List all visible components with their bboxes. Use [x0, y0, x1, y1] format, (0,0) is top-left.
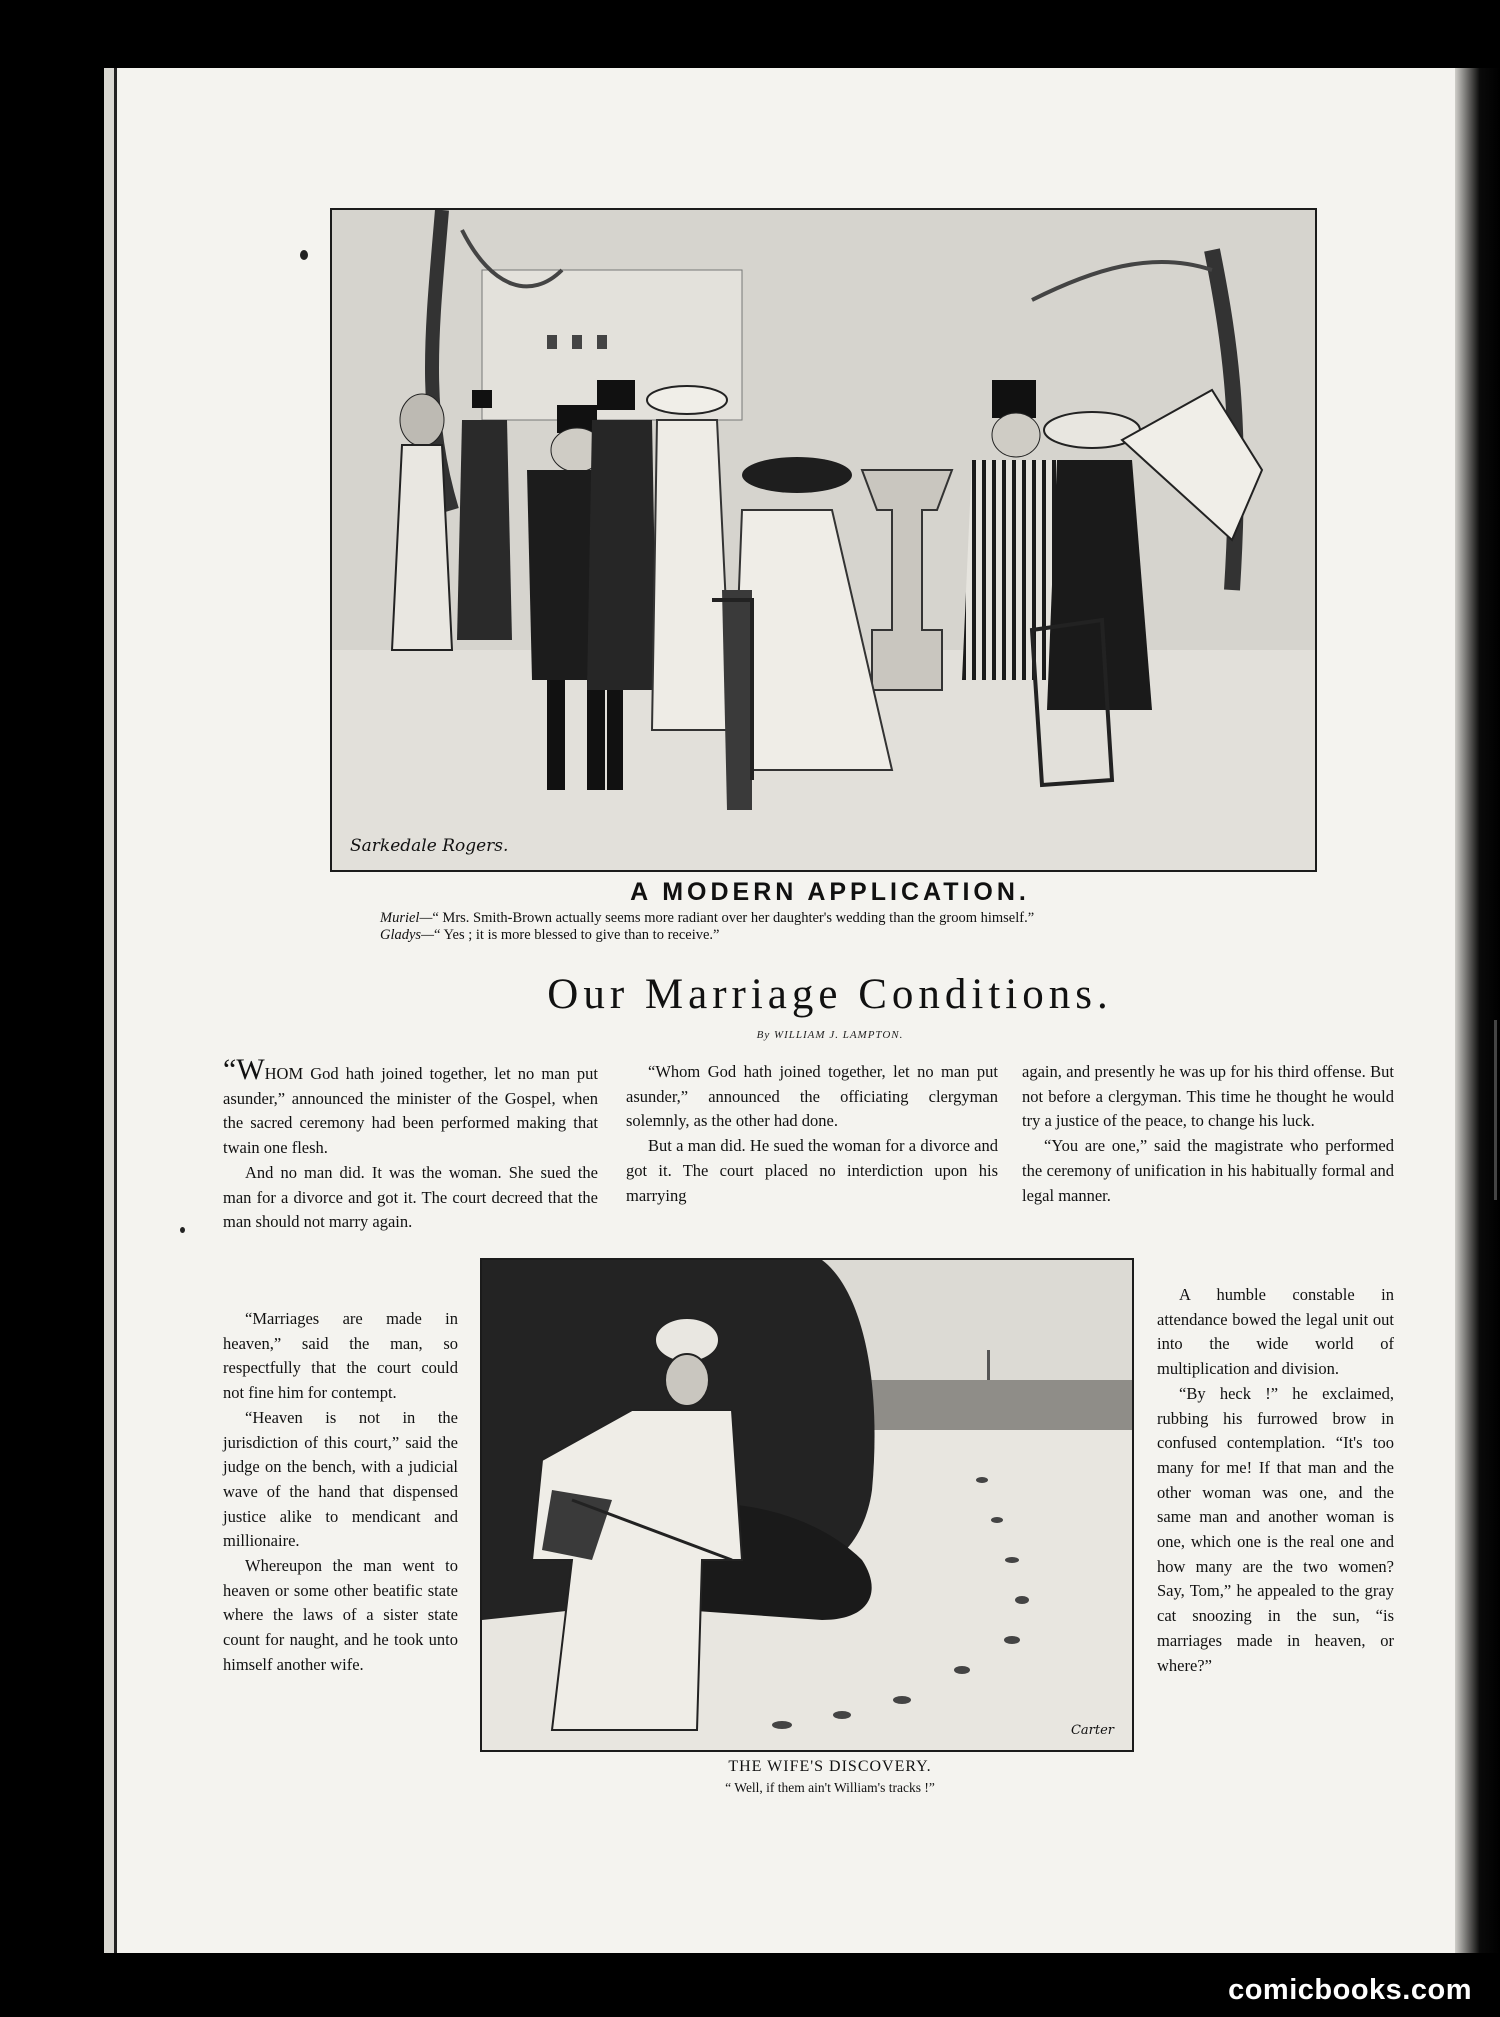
column-paragraph: A humble constable in attendance bowed the legal unit out into the wide world of multiplication and division. [1157, 1285, 1394, 1379]
wifes-discovery-illustration [480, 1258, 1134, 1752]
beach-drawing [482, 1260, 1132, 1750]
dialogue-line-gladys [380, 927, 1280, 944]
illustration-quote: “ Well, if them ain't William's tracks !” [725, 1780, 935, 1795]
article-column-3-continued [1157, 1283, 1394, 1678]
column-paragraph: Whereupon the man went to heaven or some other beatific state where the laws of a sister state count for naught, and he took unto himself another wife. [223, 1556, 458, 1674]
column-paragraph: But a man did. He sued the woman for a divorce and got it. The court placed no interdiction upon his marrying [626, 1136, 998, 1205]
column-paragraph: “You are one,” said the magistrate who performed the ceremony of unification in his habitually formal and legal manner. [1022, 1136, 1394, 1205]
binding-gutter [1455, 68, 1500, 1953]
dialogue-text: “ Mrs. Smith-Brown actually seems more radiant over her daughter's wedding than the groom himself.” [432, 910, 1035, 926]
column-paragraph: “By heck !” he exclaimed, rubbing his furrowed brow in confused contemplation. “It's too many for me! If that man and the other woman was one, and the same man and another woman is one, which one is the real one and how many are the two women? Say, Tom,” he appealed to the gray cat snoozing in the sun, “is marriages made in heaven, or where?” [1157, 1383, 1394, 1675]
speaker-name: Gladys— [380, 927, 434, 943]
dialogue-line-muriel [380, 910, 1280, 927]
artist-signature: Carter [1070, 1723, 1114, 1738]
column-paragraph: “Heaven is not in the jurisdiction of this court,” said the judge on the bench, with a judicial wave of the hand that dispensed justice alike to mendicant and millionaire. [223, 1407, 458, 1551]
column-paragraph: And no man did. It was the woman. She sued the man for a divorce and got it. The court decreed that the man should not marry again. [223, 1162, 598, 1232]
column-paragraph: “Marriages are made in heaven,” said the man, so respectfully that the court could not fine him for contempt. [223, 1309, 458, 1403]
article-headline: Our Marriage Conditions. [547, 971, 1113, 1018]
column-paragraph: again, and presently he was up for his third offense. But not before a clergyman. This time he thought he would try a justice of the peace, to change his luck. [1022, 1062, 1394, 1131]
article-byline: By WILLIAM J. LAMPTON. [756, 1029, 904, 1041]
column-paragraph: “Whom God hath joined together, let no man put asunder,” announced the officiating clergyman solemnly, as the other had done. [626, 1062, 998, 1131]
article-column-1-continued [223, 1307, 458, 1678]
ink-smudge [180, 1227, 185, 1233]
site-watermark: comicbooks.com [1228, 1974, 1472, 2006]
artist-signature: Sarkedale Rogers. [350, 836, 509, 856]
drop-cap: “W [223, 1053, 265, 1086]
article-column-2 [626, 1060, 998, 1208]
gutter-mark [1494, 1020, 1497, 1200]
garden-party-drawing [332, 210, 1315, 870]
speaker-name: Muriel— [380, 910, 433, 926]
illustration-dialogue [380, 910, 1280, 944]
page-left-edge [104, 68, 117, 1953]
dialogue-text: “ Yes ; it is more blessed to give than to receive.” [433, 927, 720, 943]
article-column-3 [1022, 1060, 1394, 1208]
illustration-title: A MODERN APPLICATION. [630, 878, 1030, 906]
ink-smudge [300, 250, 308, 260]
illustration-title: THE WIFE'S DISCOVERY. [728, 1758, 932, 1775]
modern-application-illustration [330, 208, 1317, 872]
article-column-1 [223, 1053, 598, 1235]
column-paragraph: “WHOM God hath joined together, let no man put asunder,” announced the minister of the Gospel, when the sacred ceremony had been performed making that twain one flesh. [223, 1053, 598, 1158]
